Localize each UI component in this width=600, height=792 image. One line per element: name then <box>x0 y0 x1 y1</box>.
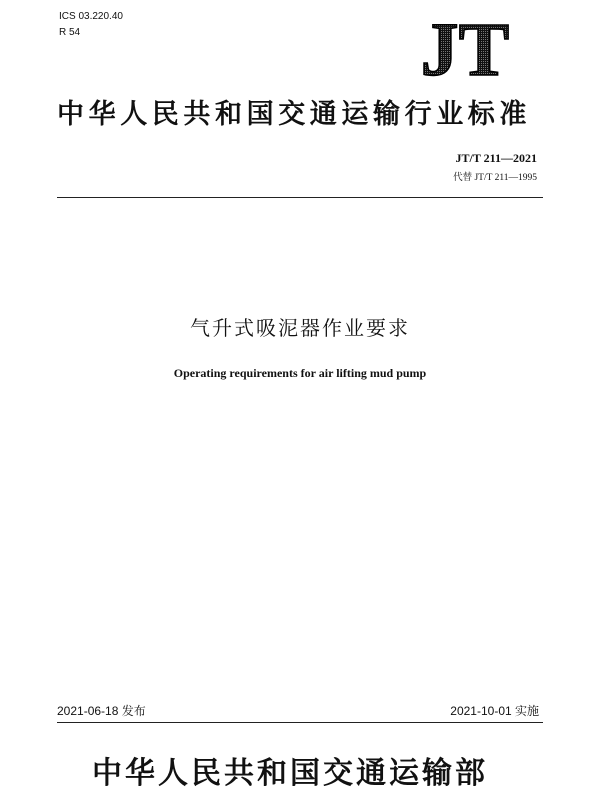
title-english: Operating requirements for air lifting mud pump <box>173 366 427 380</box>
classification-code: R 54 <box>59 27 81 38</box>
replaces-standard: 代替 JT/T 211—1995 <box>453 173 537 183</box>
issue-date: 2021-06-18 发布 <box>57 704 146 718</box>
implementation-date: 2021-10-01 实施 <box>450 704 539 718</box>
title-chinese: 气升式吸泥器作业要求 <box>190 316 410 340</box>
issuing-authority: 中华人民共和国交通运输部 <box>92 756 488 791</box>
ics-code: ICS 03.220.40 <box>59 11 123 22</box>
standard-number: JT/T 211—2021 <box>455 151 537 165</box>
bottom-divider <box>57 722 543 723</box>
top-divider <box>57 197 543 198</box>
jt-logo <box>405 15 525 81</box>
standard-category: 中华人民共和国交通运输行业标准 <box>57 99 531 130</box>
logo-text: JT <box>420 15 510 81</box>
